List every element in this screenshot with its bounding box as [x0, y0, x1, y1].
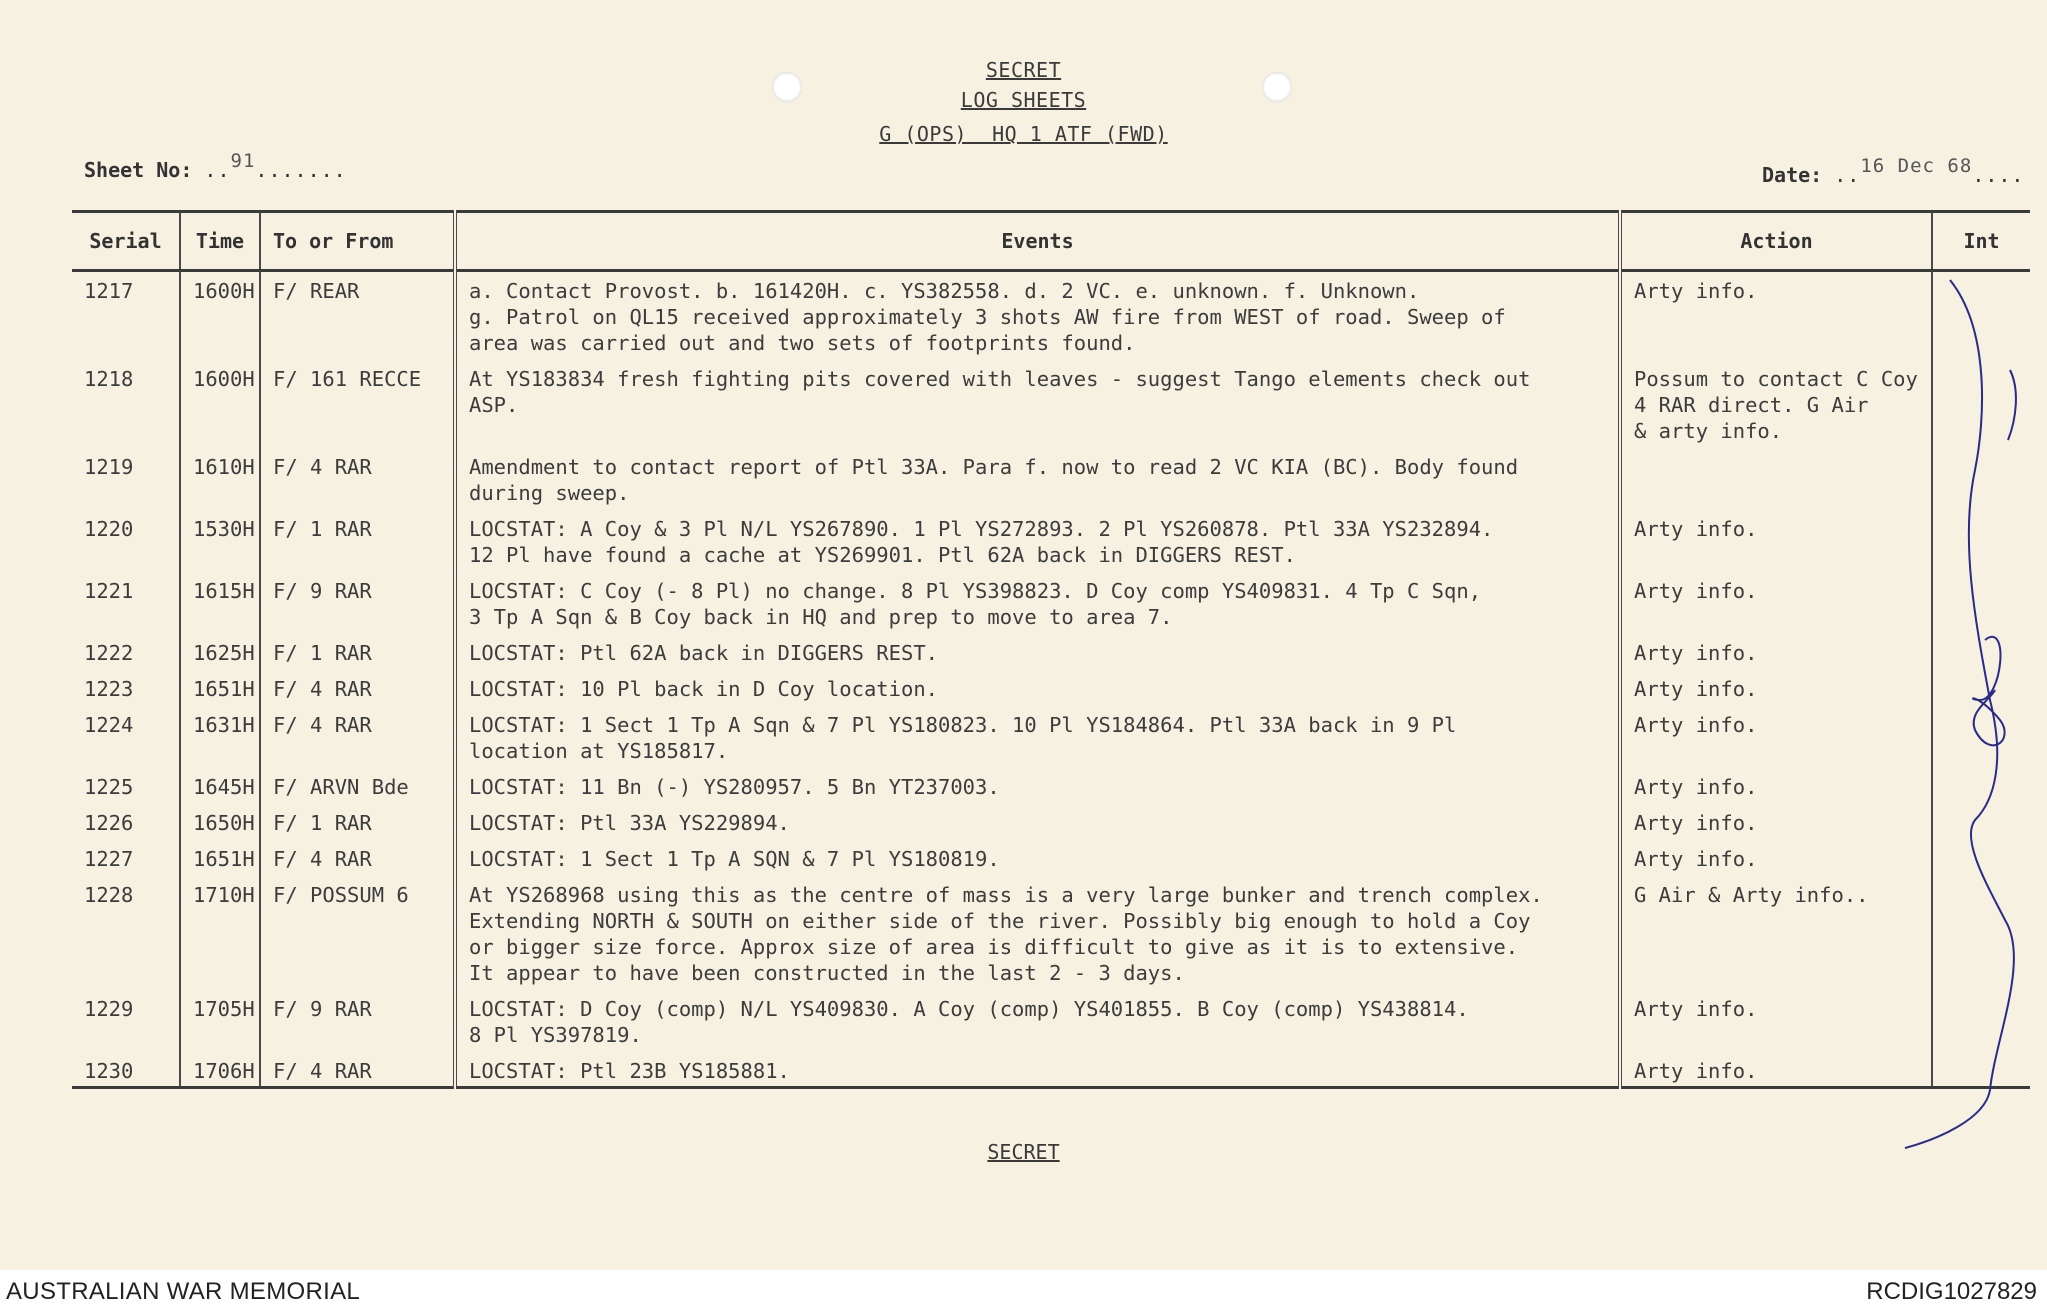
cell-from: F/ 4 RAR: [260, 1052, 455, 1088]
cell-time: 1530H: [180, 510, 260, 572]
cell-serial: 1218: [84, 367, 134, 391]
cell-from: F/ 1 RAR: [260, 510, 455, 572]
cell-action: Arty info.: [1620, 804, 1932, 840]
cell-serial: 1222: [84, 641, 134, 665]
col-to-from-header: To or From: [260, 212, 455, 271]
cell-action: Arty info.: [1620, 271, 1932, 361]
cell-from: F/ ARVN Bde: [260, 768, 455, 804]
cell-serial: 1223: [84, 677, 134, 701]
cell-serial: 1229: [84, 997, 134, 1021]
col-int-header: Int: [1932, 212, 2030, 271]
cell-serial: 1217: [84, 279, 134, 303]
cell-action: Arty info.: [1620, 1052, 1932, 1088]
archive-credit: AUSTRALIAN WAR MEMORIAL: [6, 1278, 361, 1305]
cell-action: Arty info.: [1620, 768, 1932, 804]
cell-events: LOCSTAT: 10 Pl back in D Coy location.: [455, 670, 1620, 706]
sheet-number: Sheet No: ..91.......: [84, 150, 347, 182]
cell-events: At YS268968 using this as the centre of mass is a very large bunker and trench complex. Extending NORTH & SOUTH on either side of the river. Possibly big enough to hold a Coy or bigger size force. Approx size of area is difficult to give as it is to extensive. It appear to have been constructed in the last 2 - 3 days.: [455, 876, 1620, 990]
header-title: LOG SHEETS: [960, 88, 1087, 112]
cell-action: G Air & Arty info..: [1620, 876, 1932, 990]
cell-time: 1706H: [180, 1052, 260, 1088]
cell-time: 1625H: [180, 634, 260, 670]
cell-time: 1710H: [180, 876, 260, 990]
cell-time: 1600H: [180, 360, 260, 448]
archive-credit-strip: [0, 1270, 2047, 1311]
col-events-header: Events: [455, 212, 1620, 271]
cell-serial: 1230: [72, 1052, 180, 1088]
footer-classification: SECRET: [987, 1140, 1060, 1164]
cell-events: LOCSTAT: Ptl 33A YS229894.: [455, 804, 1620, 840]
cell-time: 1645H: [180, 768, 260, 804]
cell-serial: 1221: [84, 579, 134, 603]
cell-from: F/ REAR: [260, 271, 455, 361]
sheet-date: Date: ..16 Dec 68....: [1762, 155, 2025, 187]
sheet-date-value: 16 Dec 68: [1860, 155, 1973, 177]
col-time-header: Time: [180, 212, 260, 271]
cell-time: 1651H: [180, 670, 260, 706]
cell-from: F/ 4 RAR: [260, 706, 455, 768]
cell-action: Arty info.: [1620, 706, 1932, 768]
cell-serial: 1219: [84, 455, 134, 479]
cell-time: 1631H: [180, 706, 260, 768]
cell-serial: 1224: [84, 713, 134, 737]
cell-action: Arty info.: [1620, 510, 1932, 572]
header-classification: SECRET: [985, 58, 1062, 82]
cell-time: 1651H: [180, 840, 260, 876]
cell-serial: 1227: [84, 847, 134, 871]
cell-serial: 1225: [84, 775, 134, 799]
cell-events: LOCSTAT: A Coy & 3 Pl N/L YS267890. 1 Pl YS272893. 2 Pl YS260878. Ptl 33A YS232894. 12 Pl have found a cache at YS269901. Ptl 62A back in DIGGERS REST.: [455, 510, 1620, 572]
cell-events: LOCSTAT: Ptl 62A back in DIGGERS REST.: [455, 634, 1620, 670]
cell-events: LOCSTAT: 1 Sect 1 Tp A Sqn & 7 Pl YS180823. 10 Pl YS184864. Ptl 33A back in 9 Pl location at YS185817.: [455, 706, 1620, 768]
cell-serial: 1220: [84, 517, 134, 541]
col-action-header: Action: [1620, 212, 1932, 271]
cell-from: F/ 9 RAR: [260, 990, 455, 1052]
cell-action: Arty info.: [1620, 840, 1932, 876]
cell-time: 1610H: [180, 448, 260, 510]
cell-from: F/ 1 RAR: [260, 634, 455, 670]
cell-action: Arty info.: [1620, 572, 1932, 634]
cell-events: a. Contact Provost. b. 161420H. c. YS382558. d. 2 VC. e. unknown. f. Unknown. g. Patrol on QL15 received approximately 3 shots AW fire from WEST of road. Sweep of area was carried out and two sets of footprints found.: [455, 271, 1620, 361]
cell-from: F/ 4 RAR: [260, 840, 455, 876]
cell-events: LOCSTAT: D Coy (comp) N/L YS409830. A Coy (comp) YS401855. B Coy (comp) YS438814. 8 Pl YS397819.: [455, 990, 1620, 1052]
cell-from: F/ 161 RECCE: [260, 360, 455, 448]
cell-serial: 1226: [84, 811, 134, 835]
cell-action: Possum to contact C Coy 4 RAR direct. G Air & arty info.: [1620, 360, 1932, 448]
archive-id: RCDIG1027829: [1866, 1278, 2037, 1305]
cell-events: LOCSTAT: 1 Sect 1 Tp A SQN & 7 Pl YS180819.: [455, 840, 1620, 876]
col-serial-header: Serial: [72, 212, 180, 271]
cell-action: Arty info.: [1620, 634, 1932, 670]
cell-action: Arty info.: [1620, 990, 1932, 1052]
cell-events: LOCSTAT: C Coy (- 8 Pl) no change. 8 Pl YS398823. D Coy comp YS409831. 4 Tp C Sqn, 3 Tp A Sqn & B Coy back in HQ and prep to move to area 7.: [455, 572, 1620, 634]
cell-events: LOCSTAT: Ptl 23B YS185881.: [455, 1052, 1620, 1088]
cell-action: Arty info.: [1620, 670, 1932, 706]
cell-serial: 1228: [84, 883, 134, 907]
header-unit: G (OPS) HQ 1 ATF (FWD): [879, 122, 1168, 146]
cell-time: 1650H: [180, 804, 260, 840]
cell-events: Amendment to contact report of Ptl 33A. Para f. now to read 2 VC KIA (BC). Body found during sweep.: [455, 448, 1620, 510]
cell-from: F/ 1 RAR: [260, 804, 455, 840]
cell-time: 1600H: [180, 271, 260, 361]
cell-from: F/ 4 RAR: [260, 448, 455, 510]
cell-from: F/ POSSUM 6: [260, 876, 455, 990]
cell-from: F/ 9 RAR: [260, 572, 455, 634]
cell-events: LOCSTAT: 11 Bn (-) YS280957. 5 Bn YT237003.: [455, 768, 1620, 804]
cell-time: 1705H: [180, 990, 260, 1052]
cell-time: 1615H: [180, 572, 260, 634]
sheet-number-value: 91: [230, 150, 256, 172]
cell-events: At YS183834 fresh fighting pits covered with leaves - suggest Tango elements check out ASP.: [455, 360, 1620, 448]
cell-from: F/ 4 RAR: [260, 670, 455, 706]
